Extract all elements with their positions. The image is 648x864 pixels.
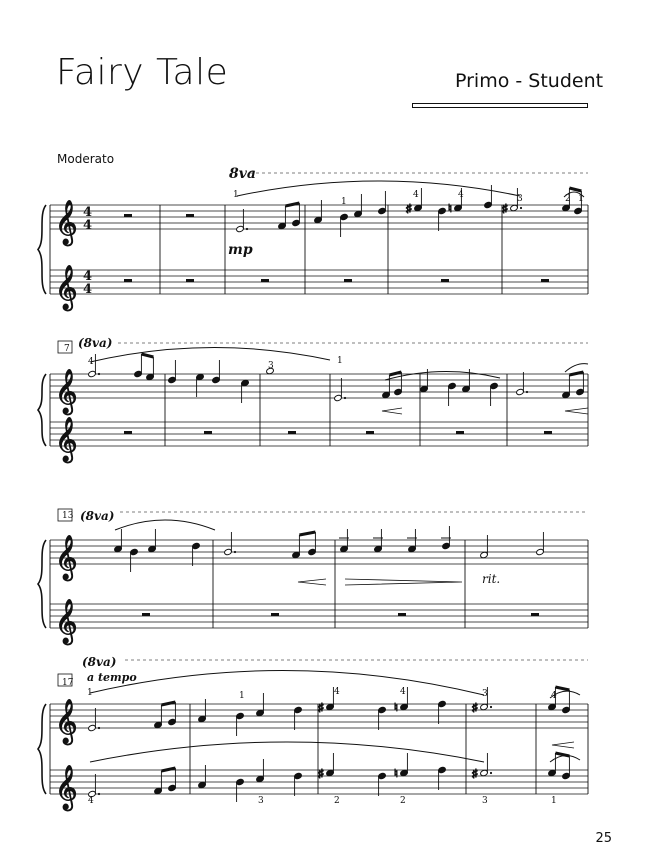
a-tempo-marking: a tempo [87,671,137,684]
treble-clef-icon: 𝄞 [55,535,78,579]
dot [526,391,528,393]
dot [98,373,100,375]
ottava-mark: (8va) [80,509,115,523]
measure-number: 17 [62,678,74,688]
whole-rest [271,613,279,616]
ottava-mark: (8va) [82,655,117,669]
dot [344,397,346,399]
fingering: 3 [268,361,274,371]
treble-clef-icon: 𝄞 [55,417,78,461]
crescendo-hairpin [565,408,588,414]
note-beam [285,203,299,206]
fingering: 1 [239,691,245,701]
whole-rest [142,613,150,616]
sharp-icon: ♯ [406,203,412,215]
time-sig-top-treble1: 4 [83,205,93,220]
whole-rest [124,279,132,282]
treble-clef-icon: 𝄞 [55,369,78,413]
natural-icon: ♮ [394,702,398,714]
rit-marking: rit. [482,572,501,586]
slur [90,670,484,695]
fingering: 4 [551,691,557,701]
slur [115,520,215,530]
note-beam [569,372,583,375]
dot [246,228,248,230]
grand-staff-brace [38,540,46,628]
note-beam [161,768,175,771]
dot [98,727,100,729]
treble-clef-icon: 𝄞 [55,599,78,643]
ottava-mark: (8va) [78,336,113,350]
crescendo-hairpin [382,408,402,414]
whole-rest [204,431,212,434]
music-notation [38,173,588,811]
note-beam [389,372,401,375]
fingering: 3 [482,689,488,699]
slur [385,371,500,380]
time-sig-bottom-treble1: 4 [83,218,93,233]
fingering: 1 [87,688,93,698]
note-beam [161,702,175,705]
dot [234,551,236,553]
fingering: 2 [400,796,406,806]
whole-rest [366,431,374,434]
sharp-icon: ♯ [472,768,478,780]
fingering: 3 [482,796,488,806]
crescendo-hairpin [298,579,326,585]
whole-rest [186,214,194,217]
whole-rest [456,431,464,434]
fingering: 4 [458,190,464,200]
treble-clef-icon: 𝄞 [55,765,78,809]
time-sig-top-treble2: 4 [83,269,93,284]
grand-staff-brace [38,374,46,446]
time-sig-bottom-treble2: 4 [83,282,93,297]
slur [90,742,484,762]
whole-rest [398,613,406,616]
fingering: 1 [578,194,584,204]
fingering: 3 [517,194,523,204]
grand-staff-brace [38,704,46,794]
dynamic-mp: mp [228,242,253,258]
fingering: 1 [337,356,343,366]
fingering: 2 [565,194,571,204]
whole-rest [544,431,552,434]
slur [565,364,588,372]
sharp-icon: ♯ [318,768,324,780]
fingering: 1 [233,190,239,200]
whole-rest [531,613,539,616]
measure-number: 7 [64,344,70,354]
page-number: 25 [595,831,612,846]
whole-rest [124,431,132,434]
whole-rest [541,279,549,282]
whole-rest [261,279,269,282]
treble-clef-icon: 𝄞 [55,200,78,244]
fingering: 4 [400,687,406,697]
fingering: 4 [413,190,419,200]
treble-clef-icon: 𝄞 [55,699,78,743]
piece-title: Fairy Tale [56,52,229,93]
sharp-icon: ♯ [472,702,478,714]
whole-rest [344,279,352,282]
note-beam [299,532,315,535]
part-subtitle: Primo - Student [455,70,604,92]
dot [98,793,100,795]
slur [237,181,520,196]
fingering: 1 [341,197,347,207]
dot [490,706,492,708]
fingering: 1 [551,796,557,806]
whole-rest [288,431,296,434]
tempo-marking: Moderato [57,152,115,166]
hairpin [345,579,462,585]
fingering: 4 [88,357,94,367]
treble-clef-icon: 𝄞 [55,265,78,309]
dot [490,772,492,774]
fingering: 4 [334,687,340,697]
measure-number: 13 [62,511,74,521]
whole-rest [124,214,132,217]
fingering: 2 [334,796,340,806]
ottava-mark: 8va [229,166,256,182]
crescendo-hairpin [552,742,574,748]
dot [520,207,522,209]
note-beam [569,188,581,191]
sharp-icon: ♯ [318,702,324,714]
fingering: 4 [88,796,94,806]
whole-rest [186,279,194,282]
note-beam [141,354,153,357]
whole-rest [441,279,449,282]
sharp-icon: ♯ [502,203,508,215]
natural-icon: ♮ [394,768,398,780]
slur [90,347,330,362]
natural-icon: ♮ [448,203,452,215]
note-beam [555,687,569,690]
fingering: 3 [258,796,264,806]
grand-staff-brace [38,205,46,294]
